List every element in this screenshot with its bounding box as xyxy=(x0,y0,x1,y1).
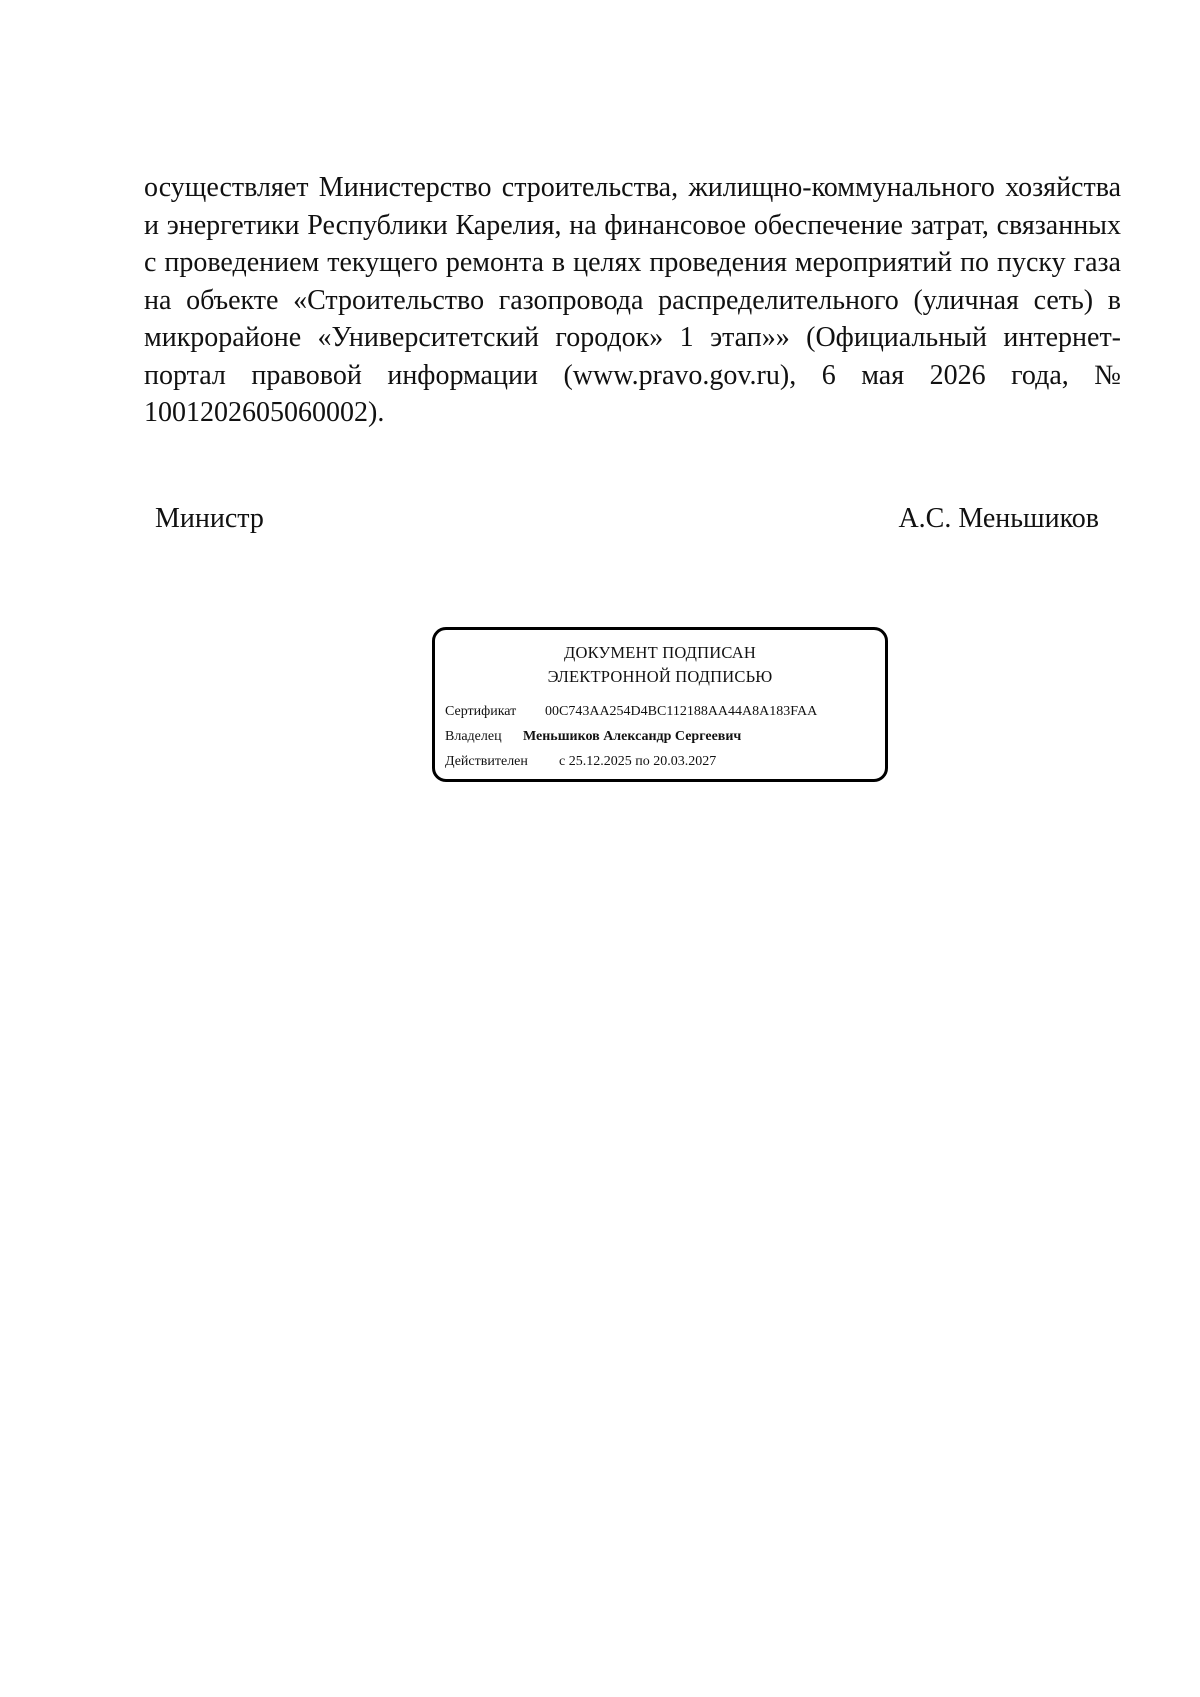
certificate-value: 00C743AA254D4BC112188AA44A8A183FAA xyxy=(545,704,818,719)
stamp-title-line-1: ДОКУМЕНТ ПОДПИСАН xyxy=(564,643,756,662)
stamp-validity-row xyxy=(445,753,716,771)
owner-label: Владелец xyxy=(445,729,502,744)
paragraph-line-1: осуществляет Министерство строительства, жилищно-коммунального хозяйства xyxy=(144,172,1121,203)
signature-block xyxy=(155,500,1099,537)
owner-value: Меньшиков Александр Сергеевич xyxy=(523,729,742,744)
signer-name: А.С. Меньшиков xyxy=(898,503,1099,534)
paragraph-line-4: на объекте «Строительство газопровода распределительного (уличная сеть) в xyxy=(144,284,1121,316)
stamp-certificate-row xyxy=(445,703,817,721)
paragraph-line-6: портал правовой информации (www.pravo.gov.ru), 6 мая 2026 года, № xyxy=(144,359,1121,391)
paragraph-line-2: и энергетики Республики Карелия, на финансовое обеспечение затрат, связанных xyxy=(144,209,1121,241)
body-paragraph xyxy=(144,169,1121,432)
stamp-owner-row xyxy=(445,728,741,746)
stamp-title xyxy=(435,641,885,689)
certificate-label: Сертификат xyxy=(445,704,517,719)
valid-value: с 25.12.2025 по 20.03.2027 xyxy=(559,754,717,769)
valid-label: Действителен xyxy=(445,754,528,769)
paragraph-line-5: микрорайоне «Университетский городок» 1 этап»» (Официальный интернет- xyxy=(144,322,1121,353)
signer-position: Министр xyxy=(155,503,264,534)
paragraph-line-7: 1001202605060002). xyxy=(144,397,385,428)
paragraph-line-3: с проведением текущего ремонта в целях проведения мероприятий по пуску газа xyxy=(144,247,1121,278)
stamp-title-line-2: ЭЛЕКТРОННОЙ ПОДПИСЬЮ xyxy=(547,667,773,686)
